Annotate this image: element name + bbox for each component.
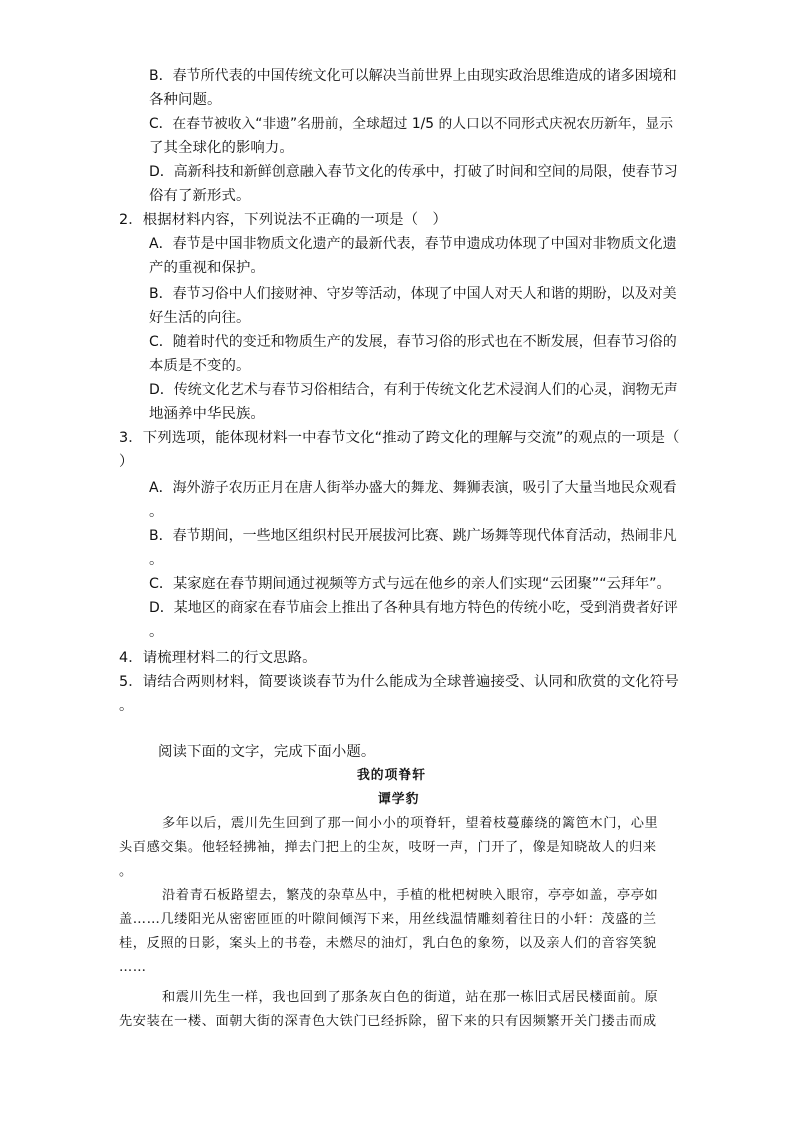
q2-option-c-line1: C．随着时代的变迁和物质生产的发展，春节习俗的形式也在不断发展，但春节习俗的 <box>149 334 677 350</box>
q2-option-b-line2: 好生活的向往。 <box>149 310 251 326</box>
paragraph-1-line3: 。 <box>119 864 133 879</box>
q1-option-d-line2: 俗有了新形式。 <box>149 188 251 204</box>
q4-stem: 4．请梳理材料二的行文思路。 <box>119 650 317 666</box>
paragraph-2-line1: 沿着青石板路望去，繁茂的杂草丛中，手植的枇杷树映入眼帘，亭亭如盖，亭亭如 <box>162 888 659 903</box>
paragraph-1-line1: 多年以后，震川先生回到了那一间小小的项脊轩，望着枝蔓藤绕的篱笆木门，心里 <box>162 816 659 831</box>
q3-option-c: C．某家庭在春节期间通过视频等方式与远在他乡的亲人们实现“云团聚”“云拜年”。 <box>149 576 671 592</box>
q3-option-d-line1: D．某地区的商家在春节庙会上推出了各种具有地方特色的传统小吃，受到消费者好评 <box>149 600 678 616</box>
paragraph-3-line2: 先安装在一楼、面朝大街的深青色大铁门已经拆除，留下来的只有因频繁开关门搂击而成 <box>119 1014 657 1029</box>
q1-option-d-line1: D．高新科技和新鲜创意融入春节文化的传承中，打破了时间和空间的局限，使春节习 <box>149 164 678 180</box>
q3-stem-line1: 3．下列选项，能体现材料一中春节文化“推动了跨文化的理解与交流”的观点的一项是（ <box>119 430 680 446</box>
paragraph-2-line3: 桂，反照的日影，案头上的书卷，未燃尽的油灯，乳白色的象笏，以及亲人们的音容笑貌 <box>119 936 657 951</box>
q3-option-a-line2: 。 <box>149 504 164 520</box>
q2-option-c-line2: 本质是不变的。 <box>149 358 251 374</box>
article-title: 我的项脊轩 <box>357 768 426 783</box>
q2-option-b-line1: B．春节习俗中人们接财神、守岁等活动，体现了中国人对天人和谐的期盼，以及对美 <box>149 286 677 302</box>
q3-option-d-line2: 。 <box>149 624 164 640</box>
paragraph-2-line4: …… <box>119 960 147 975</box>
paragraph-2-line2: 盖……几缕阳光从密密匝匝的叶隙间倾泻下来，用丝线温情雕刻着往日的小轩：茂盛的兰 <box>119 912 657 927</box>
q2-option-d-line2: 地涵养中华民族。 <box>149 406 265 422</box>
paragraph-3-line1: 和震川先生一样，我也回到了那条灰白色的街道，站在那一栋旧式居民楼面前。原 <box>162 990 659 1005</box>
q1-option-c-line2: 了其全球化的影响力。 <box>149 140 294 156</box>
q3-option-b-line1: B．春节期间，一些地区组织村民开展拔河比赛、跳广场舞等现代体育活动，热闹非凡 <box>149 528 677 544</box>
q5-stem-line2: 。 <box>119 698 134 714</box>
q3-option-b-line2: 。 <box>149 552 164 568</box>
q1-option-c-line1: C．在春节被收入“非遗”名册前，全球超过 1/5 的人口以不同形式庆祝农历新年，显示 <box>149 116 673 132</box>
reading-instruction: 阅读下面的文字，完成下面小题。 <box>158 744 376 760</box>
q2-option-a-line1: A．春节是中国非物质文化遗产的最新代表，春节申遗成功体现了中国对非物质文化遗 <box>149 236 677 252</box>
paragraph-1-line2: 头百感交集。他轻轻拂袖，掸去门把上的尘灰，吱呀一声，门开了，像是知晓故人的归来 <box>119 840 657 855</box>
q2-stem: 2．根据材料内容，下列说法不正确的一项是（ ） <box>119 212 448 228</box>
q2-option-a-line2: 产的重视和保护。 <box>149 260 265 276</box>
q1-option-b-line2: 各种问题。 <box>149 92 222 108</box>
q5-stem-line1: 5．请结合两则材料，简要谈谈春节为什么能成为全球普遍接受、认同和欣赏的文化符号 <box>119 674 679 690</box>
q3-option-a-line1: A．海外游子农历正月在唐人街举办盛大的舞龙、舞狮表演，吸引了大量当地民众观看 <box>149 480 677 496</box>
q1-option-b-line1: B．春节所代表的中国传统文化可以解决当前世界上由现实政治思维造成的诸多困境和 <box>149 68 677 84</box>
q3-stem-line2: ） <box>119 454 134 470</box>
article-author: 谭学豹 <box>378 792 420 807</box>
q2-option-d-line1: D．传统文化艺术与春节习俗相结合，有利于传统文化艺术浸润人们的心灵，润物无声 <box>149 382 678 398</box>
